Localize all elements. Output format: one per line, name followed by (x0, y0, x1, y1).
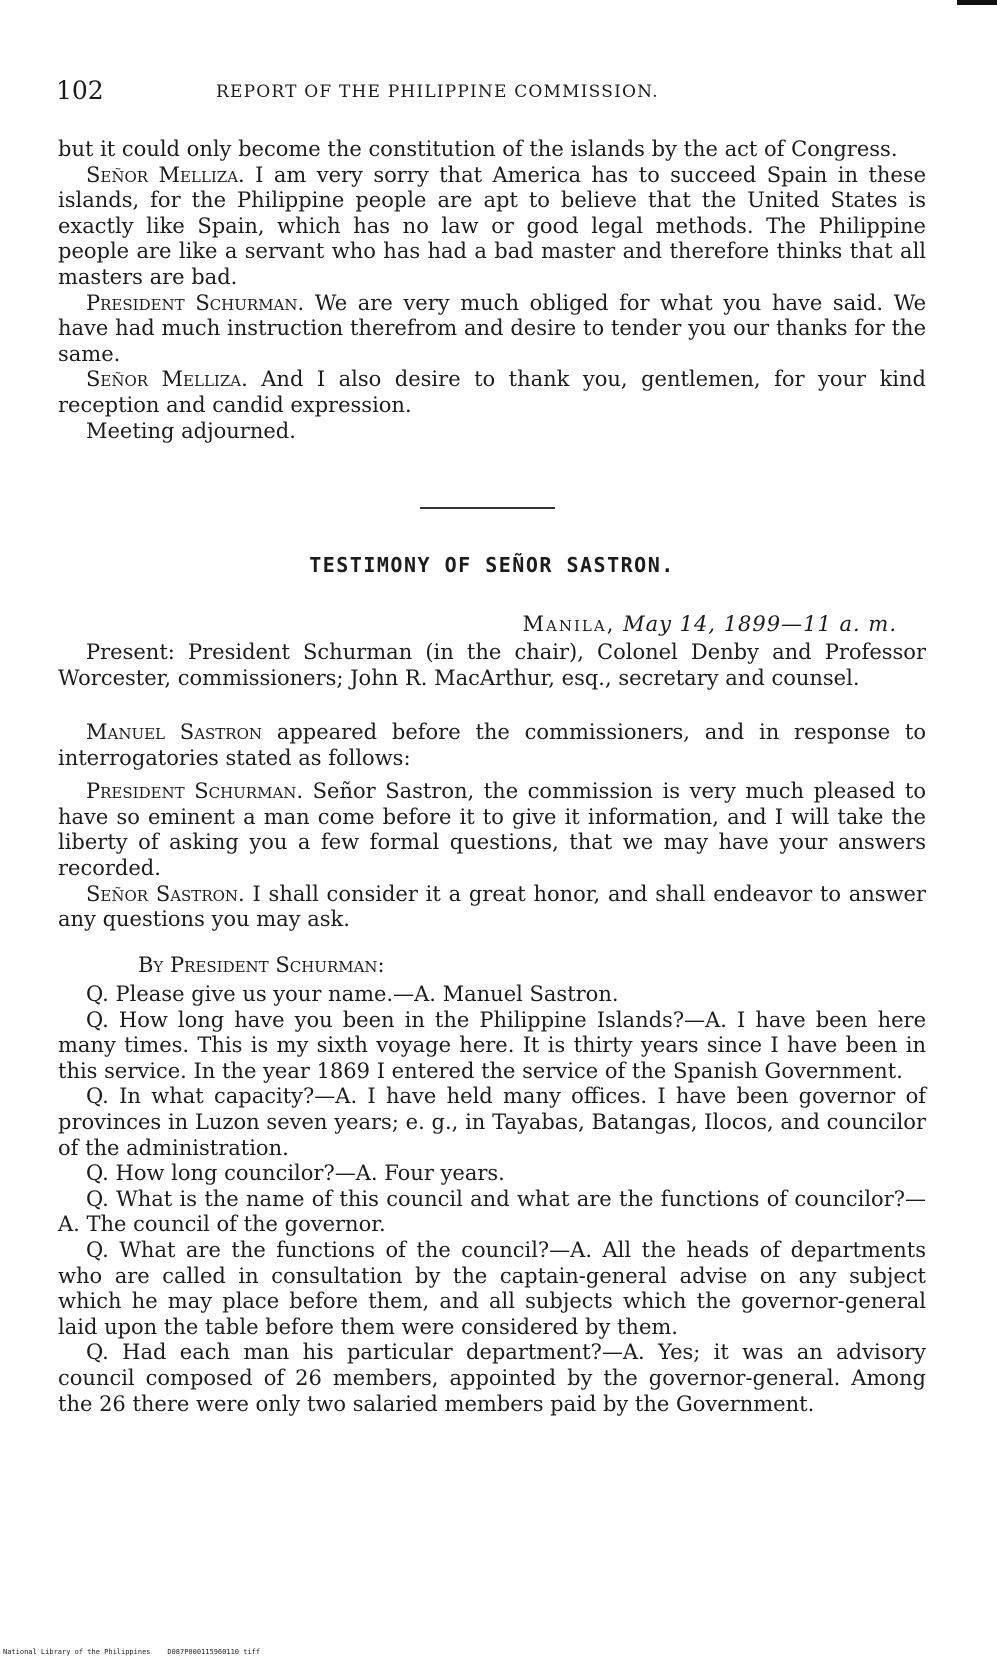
qa-item: Q. Had each man his particular department?—A. Yes; it was an advisory council composed of 26 members, appointed by the governor-general. Among the 26 there were only two salaried members paid by the Government. (58, 1340, 926, 1416)
paragraph-continuation: but it could only become the constitution of the islands by the act of Congress. (58, 137, 898, 161)
examiner-byline-block (58, 953, 926, 979)
present-paragraph (58, 640, 926, 691)
question-answer-list (58, 982, 926, 1417)
appearance-paragraph (58, 720, 926, 771)
speech-text: And I also desire to thank you, gentlemen, for your kind reception and candid expression. (58, 367, 926, 417)
qa-item: Q. How long have you been in the Philippine Islands?—A. I have been here many times. This is my sixth voyage here. It is thirty years since I have been in this service. In the year 1869 I entered the service of the Spanish Government. (58, 1007, 926, 1083)
paragraph-sastron-reply (58, 882, 926, 933)
testimony-opening (58, 720, 926, 933)
section-divider (420, 507, 555, 509)
speech-text: I shall consider it a great honor, and shall endeavor to answer any questions you may ask. (58, 881, 927, 932)
speaker-name: Señor Melliza. (86, 162, 245, 187)
previous-testimony-ending (58, 137, 926, 444)
dateline-place: Manila, (522, 612, 616, 636)
speaker-name: Señor Sastron. (86, 881, 245, 906)
qa-item: Q. How long councilor?—A. Four years. (86, 1161, 505, 1186)
page-number: 102 (56, 76, 104, 105)
paragraph-melliza-thanks (58, 367, 926, 418)
speaker-name: President Schurman. (86, 290, 305, 315)
dateline (523, 612, 897, 636)
present-list: Present: President Schurman (in the chair), Colonel Denby and Professor Worcester, commissioners; John R. MacArthur, esq., secretary and counsel. (58, 640, 926, 690)
dateline-date: May 14, 1899—11 a. m. (615, 612, 897, 636)
examiner-byline: By President Schurman: (138, 953, 385, 977)
speech-text: I am very sorry that America has to succeed Spain in these islands, for the Philippine people are apt to believe that the United States is exactly like Spain, which has no law or good legal methods. The Philippine people are like a servant who has had a bad master and therefore thinks that all masters are bad. (58, 162, 926, 289)
qa-item: Q. Please give us your name.—A. Manuel Sastron. (86, 982, 619, 1006)
paragraph-schurman-intro (58, 779, 926, 881)
speaker-name: President Schurman. (86, 779, 304, 804)
speaker-name: Señor Melliza. (86, 367, 248, 392)
meeting-adjourned: Meeting adjourned. (86, 418, 296, 443)
paragraph-schurman-thanks (58, 291, 926, 368)
section-title: TESTIMONY OF SEÑOR SASTRON. (309, 553, 675, 577)
running-head: REPORT OF THE PHILIPPINE COMMISSION. (216, 82, 659, 102)
witness-name: Manuel Sastron (86, 720, 263, 744)
scan-edge-mark (957, 0, 997, 5)
paragraph-melliza-remark (58, 163, 926, 291)
qa-item: Q. In what capacity?—A. I have held many offices. I have been governor of provinces in Luzon seven years; e. g., in Tayabas, Batangas, Ilocos, and councilor of the administration. (58, 1084, 926, 1160)
qa-item: Q. What is the name of this council and what are the functions of councilor?—A. The council of the governor. (58, 1186, 926, 1237)
speech-text: We are very much obliged for what you have said. We have had much instruction therefrom and desire to tender you our thanks for the same. (58, 290, 926, 366)
speech-text: Señor Sastron, the commission is very much pleased to have so eminent a man come before it to give it information, and I will take the liberty of asking you a few formal questions, that we may have your answers recorded. (58, 779, 926, 880)
appearance-text: appeared before the commissioners, and in response to interrogatories stated as follows: (58, 720, 926, 770)
qa-item: Q. What are the functions of the council?—A. All the heads of departments who are called in consultation by the captain-general advise on any subject which he may place before them, and all subjects which the governor-general laid upon the table before them were considered by them. (58, 1237, 926, 1339)
scan-footer: National Library of the Philippines D087P000115960110 tiff (3, 1648, 261, 1656)
page-header (56, 76, 936, 106)
